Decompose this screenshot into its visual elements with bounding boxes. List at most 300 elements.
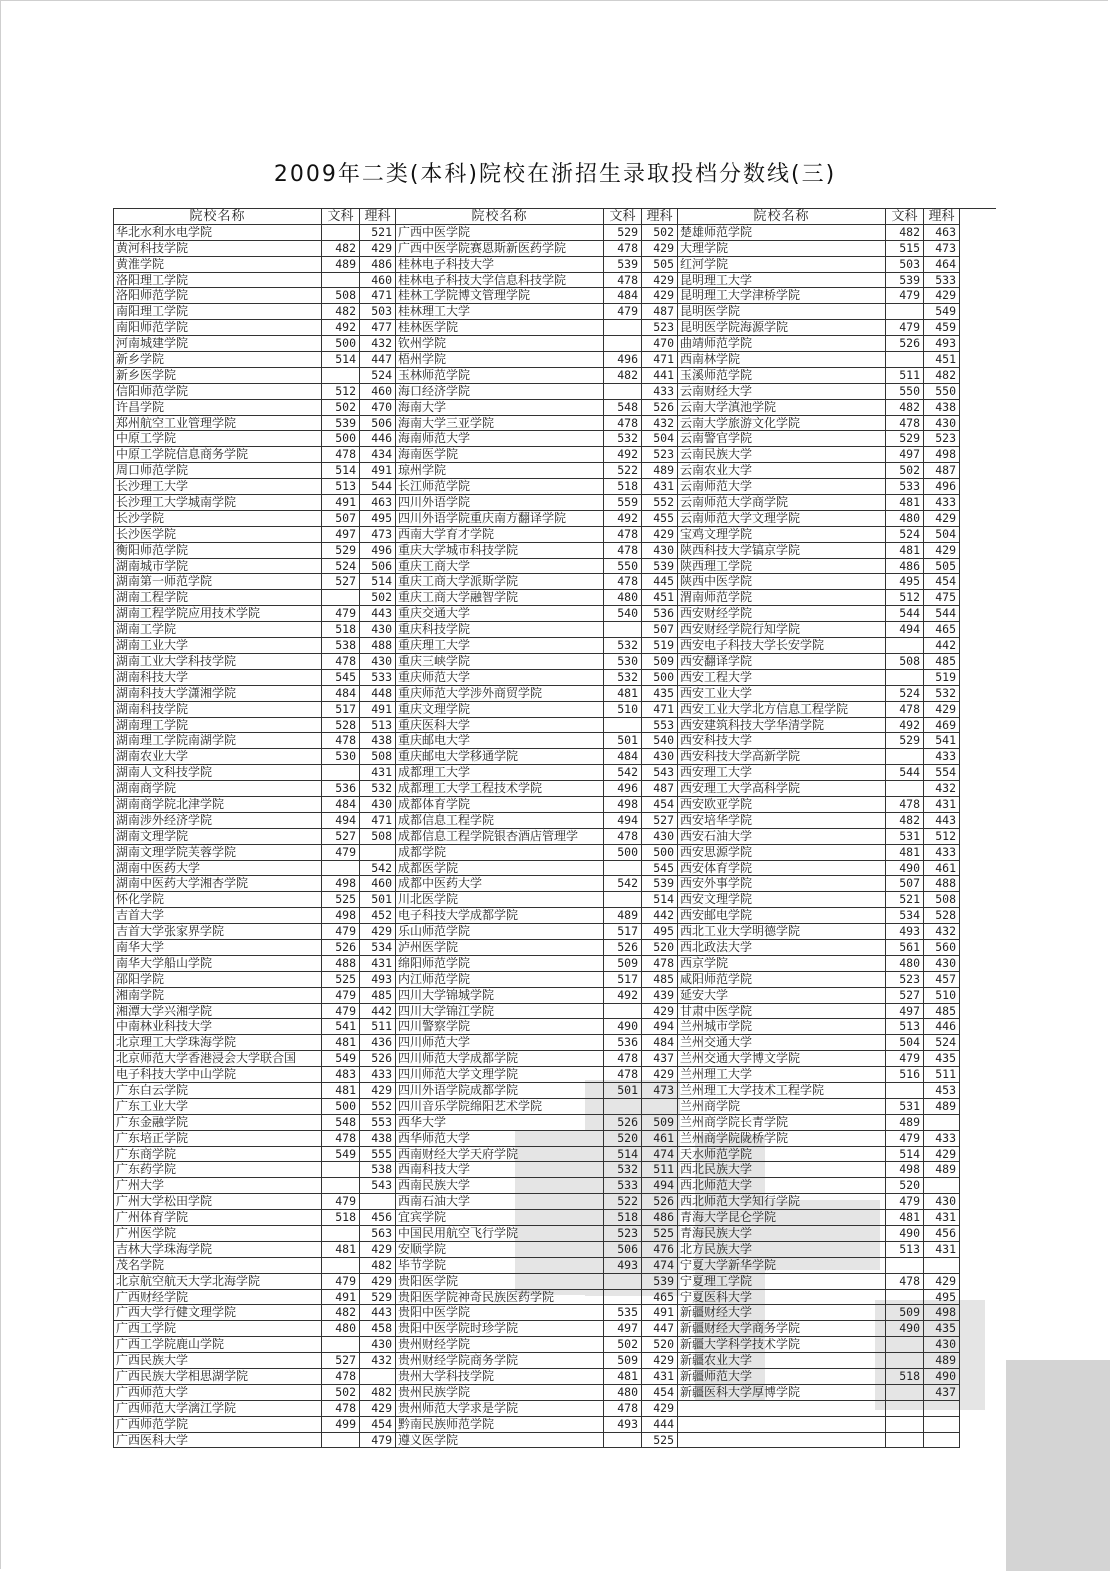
school-name: 重庆师范大学涉外商贸学院 xyxy=(396,686,604,702)
school-name: 西安科技大学高新学院 xyxy=(678,749,886,765)
wenke-score xyxy=(886,1337,924,1353)
wenke-score xyxy=(604,1274,642,1290)
school-name: 云南师范大学文理学院 xyxy=(678,511,886,527)
wenke-score: 478 xyxy=(604,1051,642,1067)
like-score xyxy=(924,1417,960,1433)
wenke-score: 512 xyxy=(886,590,924,606)
wenke-score xyxy=(604,336,642,352)
table-row xyxy=(114,654,996,670)
school-name: 贵州财经学院 xyxy=(396,1337,604,1353)
like-score: 464 xyxy=(924,257,960,273)
like-score: 501 xyxy=(360,892,396,908)
school-name: 黄河科技学院 xyxy=(114,241,322,257)
school-name: 中南林业科技大学 xyxy=(114,1019,322,1035)
school-name: 兰州城市学院 xyxy=(678,1019,886,1035)
wenke-score: 545 xyxy=(322,670,360,686)
school-name: 云南师范大学商学院 xyxy=(678,495,886,511)
like-score: 435 xyxy=(642,686,678,702)
school-name: 重庆邮电大学 xyxy=(396,733,604,749)
like-score: 473 xyxy=(642,1083,678,1099)
like-score: 435 xyxy=(924,1321,960,1337)
like-score: 430 xyxy=(642,543,678,559)
table-row xyxy=(114,861,996,877)
school-name: 广东商学院 xyxy=(114,1147,322,1163)
like-score: 454 xyxy=(924,574,960,590)
like-score: 527 xyxy=(642,813,678,829)
like-score: 471 xyxy=(642,702,678,718)
header-wen: 文科 xyxy=(322,209,360,225)
like-score: 458 xyxy=(360,1321,396,1337)
school-name: 新疆农业大学 xyxy=(678,1353,886,1369)
like-score: 471 xyxy=(360,813,396,829)
wenke-score: 518 xyxy=(886,1369,924,1385)
school-name: 华北水利水电学院 xyxy=(114,225,322,241)
like-score: 486 xyxy=(642,1210,678,1226)
like-score: 525 xyxy=(642,1433,678,1449)
like-score: 432 xyxy=(924,781,960,797)
school-name: 昆明医学院海源学院 xyxy=(678,320,886,336)
school-name: 重庆邮电大学移通学院 xyxy=(396,749,604,765)
school-name: 云南师范大学 xyxy=(678,479,886,495)
school-name: 广西民族大学相思湖学院 xyxy=(114,1369,322,1385)
school-name: 广东白云学院 xyxy=(114,1083,322,1099)
wenke-score: 542 xyxy=(604,765,642,781)
wenke-score: 478 xyxy=(604,574,642,590)
school-name: 云南民族大学 xyxy=(678,447,886,463)
wenke-score: 491 xyxy=(322,1290,360,1306)
like-score: 430 xyxy=(924,1337,960,1353)
wenke-score: 520 xyxy=(604,1131,642,1147)
school-name: 广西工学院 xyxy=(114,1321,322,1337)
table-row xyxy=(114,225,996,241)
school-name: 湖南第一师范学院 xyxy=(114,574,322,590)
wenke-score: 498 xyxy=(604,797,642,813)
header-li: 理科 xyxy=(924,209,960,225)
wenke-score: 479 xyxy=(886,1051,924,1067)
wenke-score: 496 xyxy=(604,352,642,368)
wenke-score: 550 xyxy=(604,559,642,575)
like-score: 431 xyxy=(642,479,678,495)
like-score: 457 xyxy=(924,972,960,988)
school-name: 周口师范学院 xyxy=(114,463,322,479)
like-score: 429 xyxy=(642,1353,678,1369)
like-score: 431 xyxy=(924,797,960,813)
school-name: 西安欧亚学院 xyxy=(678,797,886,813)
table-row xyxy=(114,1258,996,1274)
wenke-score: 486 xyxy=(886,559,924,575)
wenke-score xyxy=(886,670,924,686)
school-name: 西安财经学院 xyxy=(678,606,886,622)
like-score: 455 xyxy=(642,511,678,527)
like-score: 489 xyxy=(924,1162,960,1178)
table-row xyxy=(114,1242,996,1258)
school-name: 贵阳医学院神奇民族医药学院 xyxy=(396,1290,604,1306)
school-name: 兰州理工大学 xyxy=(678,1067,886,1083)
school-name: 重庆工商大学融智学院 xyxy=(396,590,604,606)
table-row xyxy=(114,638,996,654)
school-name: 兰州理工大学技术工程学院 xyxy=(678,1083,886,1099)
like-score: 451 xyxy=(924,352,960,368)
table-row xyxy=(114,622,996,638)
wenke-score: 540 xyxy=(604,606,642,622)
like-score: 542 xyxy=(360,861,396,877)
wenke-score: 533 xyxy=(604,1178,642,1194)
wenke-score: 482 xyxy=(886,400,924,416)
school-name: 兰州交通大学 xyxy=(678,1035,886,1051)
school-name: 湖南工业大学 xyxy=(114,638,322,654)
like-score: 443 xyxy=(924,813,960,829)
wenke-score: 524 xyxy=(322,559,360,575)
school-name: 成都信息工程学院银杏酒店管理学 xyxy=(396,829,604,845)
school-name: 重庆大学城市科技学院 xyxy=(396,543,604,559)
table-row xyxy=(114,574,996,590)
table-row xyxy=(114,781,996,797)
like-score: 508 xyxy=(360,749,396,765)
school-name: 云南大学旅游文化学院 xyxy=(678,416,886,432)
school-name: 宁夏医科大学 xyxy=(678,1290,886,1306)
like-score: 511 xyxy=(642,1162,678,1178)
wenke-score: 500 xyxy=(322,336,360,352)
like-score: 454 xyxy=(360,1417,396,1433)
wenke-score xyxy=(886,1258,924,1274)
like-score: 550 xyxy=(924,384,960,400)
table-row xyxy=(114,1147,996,1163)
school-name: 广西师范学院 xyxy=(114,1417,322,1433)
like-score: 448 xyxy=(360,686,396,702)
table-row xyxy=(114,1226,996,1242)
wenke-score: 541 xyxy=(322,1019,360,1035)
wenke-score xyxy=(322,1226,360,1242)
wenke-score xyxy=(322,368,360,384)
like-score: 504 xyxy=(642,431,678,447)
like-score: 489 xyxy=(924,1099,960,1115)
like-score: 500 xyxy=(642,845,678,861)
like-score: 477 xyxy=(360,320,396,336)
like-score xyxy=(360,1369,396,1385)
table-row xyxy=(114,1067,996,1083)
school-name: 四川外语学院 xyxy=(396,495,604,511)
like-score: 432 xyxy=(924,924,960,940)
like-score: 524 xyxy=(360,368,396,384)
school-name: 西华大学 xyxy=(396,1115,604,1131)
school-name: 西北政法大学 xyxy=(678,940,886,956)
school-name: 西安电子科技大学长安学院 xyxy=(678,638,886,654)
school-name: 湖南理工学院南湖学院 xyxy=(114,733,322,749)
wenke-score: 517 xyxy=(322,702,360,718)
wenke-score: 479 xyxy=(604,304,642,320)
school-name: 广东药学院 xyxy=(114,1162,322,1178)
like-score: 534 xyxy=(360,940,396,956)
like-score: 526 xyxy=(642,1194,678,1210)
like-score: 433 xyxy=(924,495,960,511)
table-row xyxy=(114,1083,996,1099)
wenke-score xyxy=(322,1162,360,1178)
table-row xyxy=(114,1194,996,1210)
table-row xyxy=(114,1417,996,1433)
school-name: 兰州商学院陇桥学院 xyxy=(678,1131,886,1147)
like-score: 482 xyxy=(360,1258,396,1274)
school-name: 桂林理工大学 xyxy=(396,304,604,320)
wenke-score: 481 xyxy=(322,1083,360,1099)
wenke-score: 502 xyxy=(322,400,360,416)
like-score: 494 xyxy=(642,1019,678,1035)
school-name: 天水师范学院 xyxy=(678,1147,886,1163)
like-score xyxy=(360,1194,396,1210)
like-score: 552 xyxy=(642,495,678,511)
like-score: 461 xyxy=(924,861,960,877)
like-score: 498 xyxy=(924,1305,960,1321)
wenke-score: 484 xyxy=(322,686,360,702)
like-score: 465 xyxy=(924,622,960,638)
table-row xyxy=(114,590,996,606)
school-name: 成都中医药大学 xyxy=(396,876,604,892)
like-score: 460 xyxy=(360,384,396,400)
wenke-score: 484 xyxy=(604,749,642,765)
like-score: 512 xyxy=(924,829,960,845)
school-name: 广东培正学院 xyxy=(114,1131,322,1147)
table-row xyxy=(114,1178,996,1194)
school-name: 长沙学院 xyxy=(114,511,322,527)
table-row xyxy=(114,733,996,749)
like-score: 454 xyxy=(642,1385,678,1401)
school-name: 电子科技大学中山学院 xyxy=(114,1067,322,1083)
wenke-score: 478 xyxy=(604,1401,642,1417)
table-row xyxy=(114,797,996,813)
school-name: 广州大学 xyxy=(114,1178,322,1194)
wenke-score: 538 xyxy=(322,638,360,654)
wenke-score: 480 xyxy=(604,1385,642,1401)
table-row xyxy=(114,463,996,479)
wenke-score: 559 xyxy=(604,495,642,511)
school-name: 怀化学院 xyxy=(114,892,322,908)
like-score: 433 xyxy=(924,749,960,765)
school-name: 湖南科技大学潇湘学院 xyxy=(114,686,322,702)
school-name: 四川警察学院 xyxy=(396,1019,604,1035)
wenke-score: 509 xyxy=(604,1353,642,1369)
like-score: 429 xyxy=(642,1004,678,1020)
school-name: 西安理工大学 xyxy=(678,765,886,781)
table-row xyxy=(114,1401,996,1417)
school-name: 云南农业大学 xyxy=(678,463,886,479)
school-name: 大理学院 xyxy=(678,241,886,257)
school-name: 昆明医学院 xyxy=(678,304,886,320)
like-score: 500 xyxy=(642,670,678,686)
school-name: 长江师范学院 xyxy=(396,479,604,495)
like-score: 543 xyxy=(642,765,678,781)
school-name: 西安文理学院 xyxy=(678,892,886,908)
school-name: 西安工业大学 xyxy=(678,686,886,702)
school-name: 黄淮学院 xyxy=(114,257,322,273)
like-score: 461 xyxy=(642,1131,678,1147)
school-name: 曲靖师范学院 xyxy=(678,336,886,352)
like-score: 503 xyxy=(360,304,396,320)
school-name: 西安工业大学北方信息工程学院 xyxy=(678,702,886,718)
school-name: 重庆工商大学 xyxy=(396,559,604,575)
wenke-score: 525 xyxy=(322,892,360,908)
like-score: 541 xyxy=(924,733,960,749)
school-name: 海南师范大学 xyxy=(396,431,604,447)
school-name: 新疆师范大学 xyxy=(678,1369,886,1385)
wenke-score: 524 xyxy=(886,686,924,702)
like-score: 437 xyxy=(642,1051,678,1067)
school-name: 西南民族大学 xyxy=(396,1178,604,1194)
wenke-score: 478 xyxy=(322,1369,360,1385)
school-name: 广东金融学院 xyxy=(114,1115,322,1131)
school-name: 新疆医科大学厚博学院 xyxy=(678,1385,886,1401)
like-score: 507 xyxy=(642,622,678,638)
school-name: 泸州医学院 xyxy=(396,940,604,956)
school-name: 四川大学锦江学院 xyxy=(396,1004,604,1020)
wenke-score: 483 xyxy=(322,1067,360,1083)
like-score: 434 xyxy=(360,447,396,463)
school-name: 西安工程大学 xyxy=(678,670,886,686)
school-name: 湖南工业大学科技学院 xyxy=(114,654,322,670)
like-score: 508 xyxy=(924,892,960,908)
school-name: 中原工学院信息商务学院 xyxy=(114,447,322,463)
school-name: 洛阳师范学院 xyxy=(114,288,322,304)
table-row xyxy=(114,829,996,845)
wenke-score: 492 xyxy=(604,988,642,1004)
page-title: 2009年二类(本科)院校在浙招生录取投档分数线(三) xyxy=(273,162,837,187)
like-score: 495 xyxy=(924,1290,960,1306)
wenke-score: 478 xyxy=(604,543,642,559)
wenke-score: 478 xyxy=(886,702,924,718)
wenke-score: 526 xyxy=(886,336,924,352)
school-name: 昆明理工大学津桥学院 xyxy=(678,288,886,304)
like-score: 429 xyxy=(642,1067,678,1083)
table-row xyxy=(114,813,996,829)
school-name: 海口经济学院 xyxy=(396,384,604,400)
school-name: 琼州学院 xyxy=(396,463,604,479)
like-score: 485 xyxy=(642,972,678,988)
like-score: 473 xyxy=(360,527,396,543)
school-name: 桂林电子科技大学 xyxy=(396,257,604,273)
wenke-score: 490 xyxy=(886,1321,924,1337)
wenke-score: 478 xyxy=(604,241,642,257)
school-name xyxy=(678,1401,886,1417)
school-name: 广西中医学院 xyxy=(396,225,604,241)
wenke-score: 536 xyxy=(604,1035,642,1051)
like-score: 526 xyxy=(642,400,678,416)
like-score: 487 xyxy=(642,304,678,320)
wenke-score: 536 xyxy=(322,781,360,797)
school-name: 重庆理工大学 xyxy=(396,638,604,654)
school-name: 西安邮电学院 xyxy=(678,908,886,924)
table-row xyxy=(114,892,996,908)
wenke-score: 508 xyxy=(322,288,360,304)
wenke-score xyxy=(604,1099,642,1115)
like-score: 438 xyxy=(360,1131,396,1147)
like-score: 430 xyxy=(924,956,960,972)
like-score: 496 xyxy=(360,543,396,559)
wenke-score xyxy=(886,638,924,654)
wenke-score xyxy=(886,352,924,368)
school-name: 陕西理工学院 xyxy=(678,559,886,575)
like-score: 430 xyxy=(924,1194,960,1210)
table-row xyxy=(114,972,996,988)
like-score: 510 xyxy=(924,988,960,1004)
school-name: 西南财经大学天府学院 xyxy=(396,1147,604,1163)
school-name: 南阳师范学院 xyxy=(114,320,322,336)
like-score: 441 xyxy=(642,368,678,384)
table-row xyxy=(114,352,996,368)
like-score: 491 xyxy=(642,1305,678,1321)
like-score: 525 xyxy=(642,1226,678,1242)
table-row xyxy=(114,908,996,924)
school-name: 西安体育学院 xyxy=(678,861,886,877)
like-score: 475 xyxy=(924,590,960,606)
wenke-score: 504 xyxy=(886,1035,924,1051)
school-name: 西安财经学院行知学院 xyxy=(678,622,886,638)
school-name: 桂林工学院博文管理学院 xyxy=(396,288,604,304)
like-score: 433 xyxy=(924,1131,960,1147)
wenke-score: 478 xyxy=(604,273,642,289)
wenke-score: 523 xyxy=(604,1226,642,1242)
wenke-score: 480 xyxy=(886,511,924,527)
table-row xyxy=(114,702,996,718)
wenke-score: 478 xyxy=(604,527,642,543)
school-name: 渭南师范学院 xyxy=(678,590,886,606)
like-score: 536 xyxy=(642,606,678,622)
wenke-score: 478 xyxy=(604,1067,642,1083)
school-name: 四川音乐学院绵阳艺术学院 xyxy=(396,1099,604,1115)
like-score: 437 xyxy=(924,1385,960,1401)
school-name: 湘南学院 xyxy=(114,988,322,1004)
like-score: 433 xyxy=(924,845,960,861)
wenke-score xyxy=(886,304,924,320)
like-score: 469 xyxy=(924,718,960,734)
wenke-score: 478 xyxy=(886,797,924,813)
school-name: 中原工学院 xyxy=(114,431,322,447)
like-score: 520 xyxy=(642,940,678,956)
school-name xyxy=(678,1417,886,1433)
wenke-score: 527 xyxy=(886,988,924,1004)
school-name: 四川师范大学文理学院 xyxy=(396,1067,604,1083)
table-row xyxy=(114,384,996,400)
table-row xyxy=(114,1321,996,1337)
like-score: 431 xyxy=(360,956,396,972)
wenke-score: 493 xyxy=(604,1258,642,1274)
school-name: 广西民族大学 xyxy=(114,1353,322,1369)
school-name: 湖南文理学院芙蓉学院 xyxy=(114,845,322,861)
page-edge-tab xyxy=(1006,1360,1110,1571)
school-name: 四川师范大学 xyxy=(396,1035,604,1051)
header-li: 理科 xyxy=(642,209,678,225)
like-score: 460 xyxy=(360,876,396,892)
school-name: 电子科技大学成都学院 xyxy=(396,908,604,924)
like-score: 429 xyxy=(642,527,678,543)
wenke-score: 501 xyxy=(604,1083,642,1099)
like-score: 429 xyxy=(924,511,960,527)
like-score: 489 xyxy=(642,463,678,479)
school-name: 湖南商学院 xyxy=(114,781,322,797)
table-row xyxy=(114,1035,996,1051)
school-name: 玉林师范学院 xyxy=(396,368,604,384)
wenke-score xyxy=(604,320,642,336)
like-score: 519 xyxy=(924,670,960,686)
wenke-score: 478 xyxy=(322,1131,360,1147)
like-score: 505 xyxy=(642,257,678,273)
wenke-score: 539 xyxy=(886,273,924,289)
wenke-score xyxy=(604,892,642,908)
wenke-score xyxy=(886,1083,924,1099)
like-score: 429 xyxy=(642,241,678,257)
wenke-score: 478 xyxy=(886,416,924,432)
wenke-score: 526 xyxy=(322,940,360,956)
like-score: 532 xyxy=(924,686,960,702)
wenke-score: 528 xyxy=(322,718,360,734)
school-name: 海南大学三亚学院 xyxy=(396,416,604,432)
